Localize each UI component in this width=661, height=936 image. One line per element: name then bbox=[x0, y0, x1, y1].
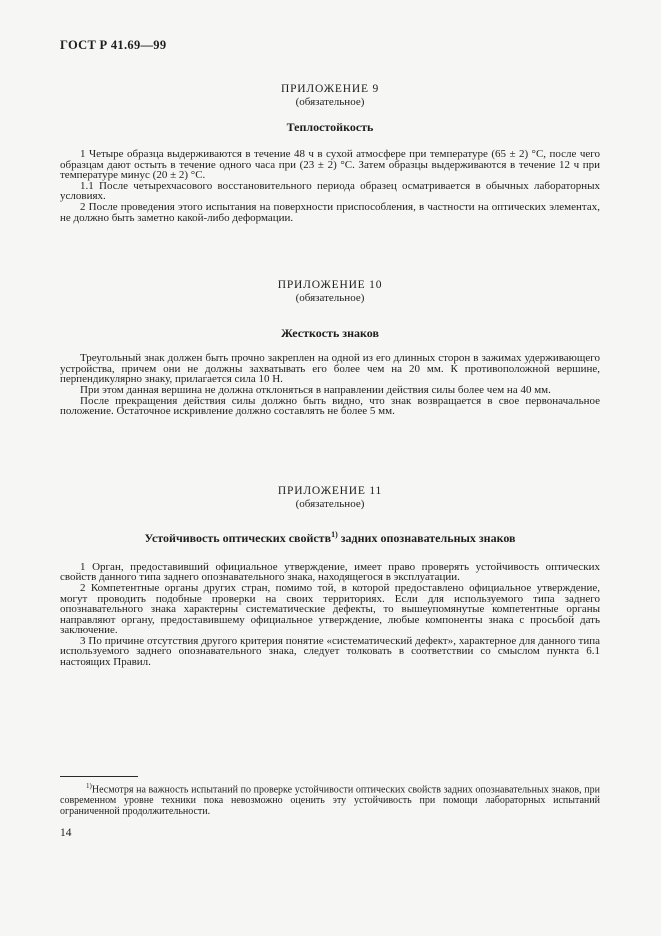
footnote-body: Несмотря на важность испытаний по проверке устойчивости оптических свойств задних опознавательных знаков, при современном уровне техники пока невозможно оценить эту устойчивость при помощи лабораторных испытаний ограниченной продолжительности. bbox=[60, 784, 600, 818]
page-number: 14 bbox=[60, 827, 72, 839]
appendix-11-title-text: Устойчивость оптических свойств bbox=[144, 530, 332, 545]
appendix-11-title-text-2: задних опознавательных знаков bbox=[340, 530, 516, 545]
appendix-10 bbox=[60, 279, 600, 417]
paragraph: При этом данная вершина не должна отклоняться в направлении действия силы более чем на 40 мм. bbox=[80, 383, 551, 396]
appendix-11-title bbox=[60, 530, 600, 546]
paragraph: 2 После проведения этого испытания на поверхности приспособления, в частности на оптических элементах, не должно быть заметно какой-либо деформации. bbox=[60, 200, 600, 224]
appendix-9-sublabel: (обязательное) bbox=[295, 96, 365, 108]
document-code: ГОСТ Р 41.69—99 bbox=[60, 38, 167, 52]
paragraph: Треугольный знак должен быть прочно закреплен на одной из его длинных сторон в зажимах удерживающего устройства, причем они не должны захватывать его более чем на 20 мм. К противоположной вершине, перпендикулярно знаку, прилагается сила 10 Н. bbox=[60, 352, 600, 386]
appendix-10-title: Жесткость знаков bbox=[281, 326, 379, 341]
paragraph: 1.1 После четырехчасового восстановительного периода образец осматривается в обычных лабораторных условиях. bbox=[60, 179, 600, 203]
paragraph: 1 Четыре образца выдерживаются в течение 48 ч в сухой атмосфере при температуре (65 ± 2) °С, после чего образцам дают остыть в течение одного часа при (23 ± 2) °С. Затем образцы выдерживаются в течение 12 ч при температуре минус (20 ± 2) °С. bbox=[60, 148, 600, 182]
footnote-reference: 1) bbox=[331, 529, 338, 539]
appendix-9-body bbox=[60, 149, 600, 223]
footnote-text bbox=[60, 781, 600, 817]
appendix-10-sublabel: (обязательное) bbox=[295, 292, 365, 305]
appendix-11 bbox=[60, 485, 600, 668]
paragraph: 3 По причине отсутствия другого критерия понятие «систематический дефект», характерное для данного типа используемого заднего опознавательного знака, следует толковать в соответствии со смыслом пункта 6.1 настоящих Правил. bbox=[60, 634, 600, 669]
appendix-11-body bbox=[60, 562, 600, 668]
paragraph: 2 Компетентные органы других стран, помимо той, в которой предоставлено официальное утверждение, могут проводить подобные проверки на своих территориях. Если для используемого типа заднего опознавательного знака характерны систематические дефекты, то вышеупомянутые компетентные органы направляют органу, предоставившему официальное утверждение, любые компоненты знака с просьбой дать заключение. bbox=[60, 581, 600, 637]
appendix-9 bbox=[60, 83, 600, 223]
appendix-11-label: ПРИЛОЖЕНИЕ 11 bbox=[277, 484, 383, 497]
appendix-9-title: Теплостойкость bbox=[286, 120, 374, 134]
appendix-11-sublabel: (обязательное) bbox=[295, 497, 365, 510]
appendix-9-label: ПРИЛОЖЕНИЕ 9 bbox=[280, 83, 379, 95]
footnote-marker: 1) bbox=[86, 782, 92, 790]
appendix-10-label: ПРИЛОЖЕНИЕ 10 bbox=[277, 279, 383, 292]
footnote-separator-rule bbox=[60, 776, 138, 777]
footnote bbox=[60, 776, 600, 817]
paragraph: 1 Орган, предоставивший официальное утверждение, имеет право проверять устойчивость оптических свойств данного типа заднего опознавательного знака, находящегося в эксплуатации. bbox=[60, 560, 600, 584]
appendix-10-body bbox=[60, 353, 600, 417]
paragraph: После прекращения действия силы должно быть видно, что знак возвращается в свое первоначальное положение. Остаточное искривление должно составлять не более 5 мм. bbox=[60, 394, 600, 418]
